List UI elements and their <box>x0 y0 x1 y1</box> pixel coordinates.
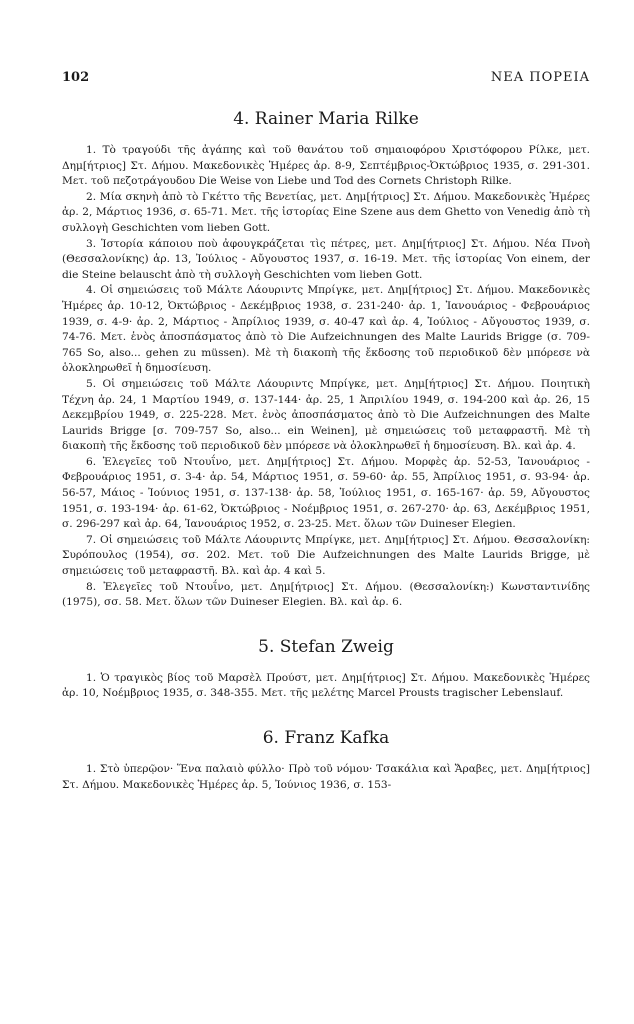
page-header <box>62 70 590 85</box>
section-kafka <box>62 728 590 793</box>
bibliography-entry: 8. Ἐλεγεῖες τοῦ Ντουΐνο, μετ. Δημ[ήτριος] Στ. Δήμου. (Θεσσαλονίκη:) Κωνσταντινίδης (1975), σσ. 58. Μετ. ὅλων τῶν Duineser Elegien. Βλ. καὶ ἀρ. 6. <box>62 580 590 609</box>
bibliography-entry: 4. Οἱ σημειώσεις τοῦ Μάλτε Λάουριντς Μπρίγκε, μετ. Δημ[ήτριος] Στ. Δήμου. Μακεδονικὲς Ἡμέρες ἀρ. 10-12, Ὀκτώβριος - Δεκέμβριος 1938, σ. 231-240· ἀρ. 1, Ἰανουάριος - Φεβρουάριος 1939, σ. 4-9· ἀρ. 2, Μάρτιος - Ἀπρίλιος 1939, σ. 40-47 καὶ ἀρ. 4, Ἰούλιος - Αὔγουστος 1939, σ. 74-76. Μετ. ἑνὸς ἀποσπάσματος ἀπὸ τὸ Die Aufzeichnungen des Malte Laurids Brigge (σ. 709-765 So, also... gehen zu müssen). Μὲ τὴ διακοπὴ τῆς ἔκδοσης τοῦ περιοδικοῦ δὲν μπόρεσε νὰ ὁλοκληρωθεῖ ἡ δημοσίευση. <box>62 284 590 375</box>
section-zweig <box>62 637 590 702</box>
bibliography-entry: 6. Ἐλεγεῖες τοῦ Ντουΐνο, μετ. Δημ[ήτριος] Στ. Δήμου. Μορφὲς ἀρ. 52-53, Ἰανουάριος - Φεβρουάριος 1951, σ. 3-4· ἀρ. 54, Μάρτιος 1951, σ. 59-60· ἀρ. 55, Ἀπρίλιος 1951, σ. 93-94· ἀρ. 56-57, Μάιος - Ἰούνιος 1951, σ. 137-138· ἀρ. 58, Ἰούλιος 1951, σ. 165-167· ἀρ. 59, Αὔγουστος 1951, σ. 193-194· ἀρ. 61-62, Ὀκτώβριος - Νοέμβριος 1951, σ. 267-270· ἀρ. 63, Δεκέμβριος 1951, σ. 296-297 καὶ ἀρ. 64, Ἰανουάριος 1952, σ. 23-25. Μετ. ὅλων τῶν Duineser Elegien. <box>62 455 590 531</box>
bibliography-entry: 7. Οἱ σημειώσεις τοῦ Μάλτε Λάουριντς Μπρίγκε, μετ. Δημ[ήτριος] Στ. Δήμου. Θεσσαλονίκη: Συρόπουλος (1954), σσ. 202. Μετ. τοῦ Die Aufzeichnungen des Malte Laurids Brigge, μὲ σημειώσεις τοῦ μεταφραστῆ. Βλ. καὶ ἀρ. 4 καὶ 5. <box>62 533 590 578</box>
section-title: 4. Rainer Maria Rilke <box>233 109 419 129</box>
running-title: ΝΕΑ ΠΟΡΕΙΑ <box>490 70 590 85</box>
bibliography-entry: 1. Τὸ τραγούδι τῆς ἀγάπης καὶ τοῦ θανάτου τοῦ σημαιοφόρου Χριστόφορου Ρίλκε, μετ. Δημ[ήτριος] Στ. Δήμου. Μακεδονικὲς Ἡμέρες ἀρ. 8-9, Σεπτέμβριος-Ὀκτώβριος 1935, σ. 291-301. Μετ. τοῦ πεζοτράγουδου Die Weise von Liebe und Tod des Cornets Christoph Rilke. <box>62 144 590 188</box>
bibliography-entry: 2. Μία σκηνὴ ἀπὸ τὸ Γκέττο τῆς Βενετίας, μετ. Δημ[ήτριος] Στ. Δήμου. Μακεδονικὲς Ἡμέρες ἀρ. 2, Μάρτιος 1936, σ. 65-71. Μετ. τῆς ἱστορίας Eine Szene aus dem Ghetto von Venedig ἀπὸ τὴ συλλογὴ Geschichten vom lieben Gott. <box>62 190 590 234</box>
page-number: 102 <box>62 70 90 85</box>
section-title: 6. Franz Kafka <box>262 728 390 748</box>
section-rilke <box>62 109 590 611</box>
bibliography-entry: 5. Οἱ σημειώσεις τοῦ Μάλτε Λάουριντς Μπρίγκε, μετ. Δημ[ήτριος] Στ. Δήμου. Ποιητικὴ Τέχνη ἀρ. 24, 1 Μαρτίου 1949, σ. 137-144· ἀρ. 25, 1 Ἀπριλίου 1949, σ. 194-200 καὶ ἀρ. 26, 15 Δεκεμβρίου 1949, σ. 225-228. Μετ. ἑνὸς ἀποσπάσματος ἀπὸ τὸ Die Aufzeichnungen des Malte Laurids Brigge [σ. 709-757 So, also... ein Weinen], μὲ σημειώσεις τοῦ μεταφραστῆ. Μὲ τὴ διακοπὴ τῆς ἔκδοσης τοῦ περιοδικοῦ δὲν μπόρεσε νὰ ὁλοκληρωθεῖ ἡ δημοσίευση. Βλ. καὶ ἀρ. 4. <box>62 377 590 453</box>
bibliography-entry: 1. Στὸ ὑπερῷον· Ἕνα παλαιὸ φύλλο· Πρὸ τοῦ νόμου· Τσακάλια καὶ Ἄραβες, μετ. Δημ[ήτριος] Στ. Δήμου. Μακεδονικὲς Ἡμέρες ἀρ. 5, Ἰούνιος 1936, σ. 153- <box>62 763 590 791</box>
bibliography-entry: 1. Ὁ τραγικὸς βίος τοῦ Μαρσὲλ Προύστ, μετ. Δημ[ήτριος] Στ. Δήμου. Μακεδονικὲς Ἡμέρες ἀρ. 10, Νοέμβριος 1935, σ. 348-355. Μετ. τῆς μελέτης Marcel Prousts tragischer Lebenslauf. <box>62 671 590 700</box>
bibliography-entry: 3. Ἱστορία κάποιου ποὺ ἀφουγκράζεται τὶς πέτρες, μετ. Δημ[ήτριος] Στ. Δήμου. Νέα Πνοὴ (Θεσσαλονίκης) ἀρ. 13, Ἰούλιος - Αὔγουστος 1937, σ. 16-19. Μετ. τῆς ἱστορίας Von einem, der die Steine belauscht ἀπὸ τὴ συλλογὴ Geschichten vom lieben Gott. <box>62 237 590 281</box>
section-title: 5. Stefan Zweig <box>258 636 394 657</box>
